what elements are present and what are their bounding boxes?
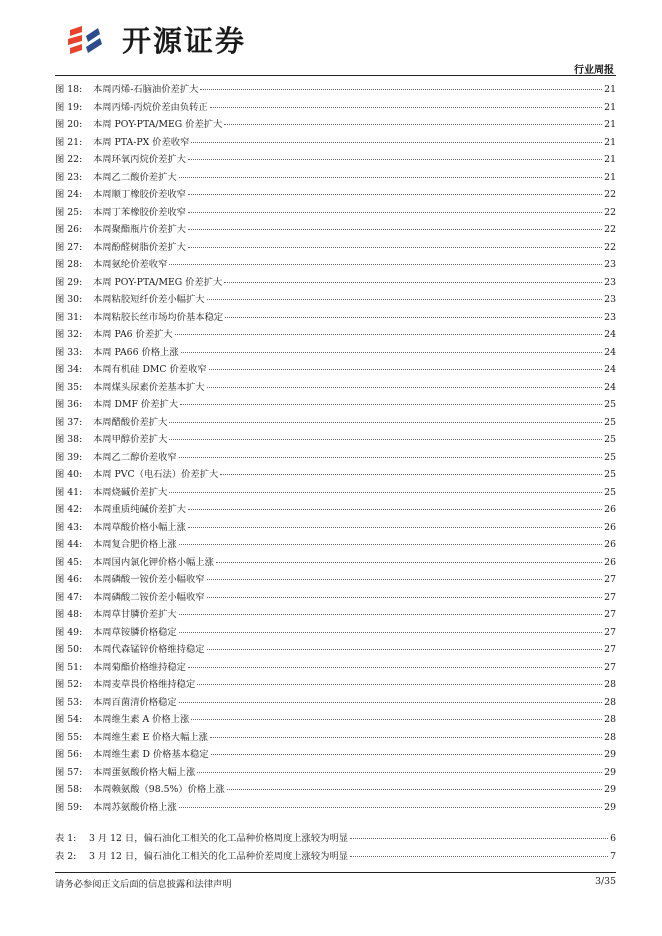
entry-title: 3 月 12 日，偏石油化工相关的化工品种价格周度上涨较为明显 — [89, 833, 349, 844]
figure-toc-entry[interactable] — [55, 781, 616, 799]
entry-number: 图 35: — [55, 381, 83, 393]
dot-leader — [179, 702, 602, 703]
dot-leader — [188, 667, 602, 668]
figure-toc-entry[interactable] — [55, 694, 616, 712]
entry-page: 27 — [604, 609, 616, 620]
entry-page: 29 — [604, 766, 616, 778]
entry-title: 本周 DMF 价差扩大 — [93, 399, 179, 410]
figure-toc-entry[interactable] — [55, 659, 616, 677]
entry-page: 29 — [604, 784, 616, 795]
entry-number: 图 39: — [55, 451, 83, 463]
figure-toc-entry[interactable] — [55, 729, 616, 747]
figure-toc-entry[interactable] — [55, 309, 616, 327]
entry-number: 图 21: — [55, 136, 83, 148]
entry-title: 本周 PTA-PX 价差收窄 — [93, 136, 190, 148]
entry-number: 图 41: — [55, 486, 83, 498]
entry-page: 23 — [604, 294, 616, 305]
figure-toc-entry[interactable] — [55, 274, 616, 292]
company-name: 开源证券 — [122, 24, 247, 58]
entry-page: 25 — [604, 434, 616, 445]
entry-number: 图 43: — [55, 521, 83, 533]
entry-title: 本周酚醛树脂价差扩大 — [93, 241, 186, 253]
entry-number: 图 27: — [55, 241, 83, 253]
entry-title: 本周丙烯-石脑油价差扩大 — [93, 84, 199, 95]
dot-leader — [188, 159, 602, 160]
entry-page: 27 — [604, 626, 616, 638]
entry-page: 21 — [604, 84, 616, 95]
entry-title: 本周煤头尿素价差基本扩大 — [93, 381, 205, 393]
dot-leader — [169, 264, 602, 265]
entry-title: 本周百菌清价格稳定 — [93, 696, 177, 708]
entry-page: 22 — [604, 189, 616, 200]
figure-toc-entry[interactable] — [55, 291, 616, 309]
entry-title: 本周烧碱价差扩大 — [93, 486, 168, 498]
entry-number: 图 18: — [55, 84, 83, 95]
entry-page: 27 — [604, 644, 616, 655]
entry-title: 本周 POY-PTA/MEG 价差扩大 — [93, 119, 223, 130]
entry-page: 26 — [604, 556, 616, 568]
entry-title: 本周聚酯瓶片价差扩大 — [93, 224, 186, 235]
entry-number: 图 51: — [55, 661, 83, 673]
entry-number: 图 55: — [55, 731, 83, 743]
entry-title: 本周维生素 E 价格大幅上涨 — [93, 731, 208, 743]
dot-leader — [191, 719, 602, 720]
entry-number: 图 40: — [55, 469, 83, 480]
entry-page: 28 — [604, 679, 616, 690]
entry-number: 图 54: — [55, 714, 83, 725]
entry-number: 图 19: — [55, 101, 83, 113]
logo-mark-icon — [66, 22, 114, 60]
figure-toc-entry[interactable] — [55, 431, 616, 449]
entry-title: 本周草铵膦价格稳定 — [93, 626, 177, 638]
entry-page: 23 — [604, 311, 616, 323]
figure-toc-entry[interactable] — [55, 606, 616, 624]
figure-toc-entry[interactable] — [55, 746, 616, 764]
figure-toc-entry[interactable] — [55, 221, 616, 239]
dot-leader — [188, 194, 602, 195]
entry-title: 本周菊酯价格维持稳定 — [93, 661, 186, 673]
entry-number: 图 58: — [55, 784, 83, 795]
entry-title: 本周粘胶长丝市场均价基本稳定 — [93, 311, 224, 323]
figure-toc-entry[interactable] — [55, 361, 616, 379]
entry-number: 图 22: — [55, 154, 83, 165]
entry-number: 图 20: — [55, 119, 83, 130]
figure-toc-entry[interactable] — [55, 519, 616, 537]
entry-page: 23 — [604, 276, 616, 288]
entry-title: 本周苏氨酸价格上涨 — [93, 801, 177, 813]
dot-leader — [169, 439, 602, 440]
entry-number: 图 49: — [55, 626, 83, 638]
dot-leader — [350, 838, 608, 839]
dot-leader — [207, 299, 603, 300]
entry-title: 本周 PA66 价格上涨 — [93, 346, 179, 358]
entry-page: 27 — [604, 591, 616, 603]
figure-toc-entry[interactable] — [55, 449, 616, 467]
entry-number: 图 46: — [55, 574, 83, 585]
dot-leader — [200, 89, 602, 90]
figure-toc-entry[interactable] — [55, 239, 616, 257]
entry-number: 图 44: — [55, 539, 83, 550]
entry-title: 本周重质纯碱价差扩大 — [93, 504, 186, 515]
figure-toc-entry[interactable] — [55, 81, 616, 99]
entry-number: 图 53: — [55, 696, 83, 708]
dot-leader — [169, 492, 602, 493]
figure-toc-entry[interactable] — [55, 186, 616, 204]
entry-number: 图 23: — [55, 171, 83, 183]
figure-toc-entry[interactable] — [55, 589, 616, 607]
entry-title: 本周氨纶价差收窄 — [93, 259, 168, 270]
dot-leader — [188, 509, 602, 510]
entry-title: 本周粘胶短纤价差小幅扩大 — [93, 294, 205, 305]
entry-page: 21 — [604, 154, 616, 165]
entry-title: 本周有机硅 DMC 价差收窄 — [93, 364, 207, 375]
figure-toc-entry[interactable] — [55, 169, 616, 187]
dot-leader — [179, 457, 602, 458]
entry-number: 图 28: — [55, 259, 83, 270]
entry-page: 21 — [604, 171, 616, 183]
dot-leader — [181, 352, 603, 353]
page-footer — [55, 876, 616, 890]
entry-page: 25 — [604, 416, 616, 428]
entry-title: 本周代森锰锌价格维持稳定 — [93, 644, 205, 655]
entry-page: 26 — [604, 539, 616, 550]
entry-page: 22 — [604, 224, 616, 235]
entry-page: 24 — [604, 364, 616, 375]
entry-number: 表 2: — [55, 850, 77, 862]
company-logo — [66, 22, 246, 60]
entry-number: 图 25: — [55, 206, 83, 218]
figure-toc-entry[interactable] — [55, 256, 616, 274]
dot-leader — [179, 544, 602, 545]
dot-leader — [227, 789, 602, 790]
entry-number: 图 47: — [55, 591, 83, 603]
figure-toc-entry[interactable] — [55, 536, 616, 554]
table-toc-entry[interactable] — [55, 848, 616, 866]
entry-title: 本周麦草畏价格维持稳定 — [93, 679, 196, 690]
dot-leader — [224, 124, 602, 125]
dot-leader — [210, 107, 602, 108]
entry-number: 图 29: — [55, 276, 83, 288]
entry-number: 图 57: — [55, 766, 83, 778]
footer-divider — [55, 872, 616, 873]
figure-toc-entry[interactable] — [55, 396, 616, 414]
entry-title: 3 月 12 日，偏石油化工相关的化工品种价差周度上涨较为明显 — [89, 850, 349, 862]
dot-leader — [207, 649, 603, 650]
figure-toc-entry[interactable] — [55, 711, 616, 729]
dot-leader — [209, 369, 602, 370]
entry-page: 28 — [604, 714, 616, 725]
entry-number: 图 59: — [55, 801, 83, 813]
entry-title: 本周蛋氨酸价格大幅上涨 — [93, 766, 196, 778]
figure-toc-entry[interactable] — [55, 116, 616, 134]
entry-page: 24 — [604, 381, 616, 393]
disclaimer-text: 请务必参阅正文后面的信息披露和法律声明 — [55, 879, 232, 890]
entry-page: 27 — [604, 661, 616, 673]
entry-page: 28 — [604, 731, 616, 743]
entry-page: 25 — [604, 399, 616, 410]
entry-number: 图 42: — [55, 504, 83, 515]
entry-page: 21 — [604, 101, 616, 113]
entry-title: 本周维生素 D 价格基本稳定 — [93, 749, 209, 760]
figure-toc-entry[interactable] — [55, 414, 616, 432]
entry-number: 图 52: — [55, 679, 83, 690]
dot-leader — [188, 247, 602, 248]
entry-page: 26 — [604, 521, 616, 533]
entry-title: 本周顺丁橡胶价差收窄 — [93, 189, 186, 200]
entry-page: 29 — [604, 801, 616, 813]
entry-number: 图 56: — [55, 749, 83, 760]
dot-leader — [179, 177, 602, 178]
entry-title: 本周丁苯橡胶价差收窄 — [93, 206, 186, 218]
dot-leader — [188, 527, 602, 528]
entry-page: 22 — [604, 206, 616, 218]
entry-page: 23 — [604, 259, 616, 270]
header-divider — [55, 75, 616, 76]
entry-title: 本周磷酸一铵价差小幅收窄 — [93, 574, 205, 585]
figure-toc-entry[interactable] — [55, 326, 616, 344]
figure-toc-entry[interactable] — [55, 501, 616, 519]
entry-page: 7 — [610, 850, 616, 862]
figure-toc-entry[interactable] — [55, 764, 616, 782]
entry-title: 本周环氧丙烷价差扩大 — [93, 154, 186, 165]
entry-title: 本周 PA6 价差扩大 — [93, 329, 173, 340]
entry-title: 本周草酸价格小幅上涨 — [93, 521, 186, 533]
dot-leader — [350, 856, 608, 857]
entry-title: 本周乙二醇价差收窄 — [93, 451, 177, 463]
entry-number: 图 30: — [55, 294, 83, 305]
dot-leader — [175, 334, 602, 335]
entry-page: 25 — [604, 469, 616, 480]
entry-page: 6 — [610, 833, 616, 844]
entry-number: 图 31: — [55, 311, 83, 323]
figure-toc-entry[interactable] — [55, 379, 616, 397]
report-type: 行业周报 — [574, 65, 614, 76]
figure-toc-entry[interactable] — [55, 204, 616, 222]
entry-title: 本周国内氯化钾价格小幅上涨 — [93, 556, 214, 568]
dot-leader — [180, 404, 602, 405]
dot-leader — [216, 562, 602, 563]
figure-toc-entry[interactable] — [55, 799, 616, 817]
figure-toc-entry[interactable] — [55, 676, 616, 694]
entry-title: 本周 POY-PTA/MEG 价差扩大 — [93, 276, 223, 288]
entry-number: 图 32: — [55, 329, 83, 340]
dot-leader — [179, 807, 602, 808]
dot-leader — [188, 212, 602, 213]
figure-toc-entry[interactable] — [55, 134, 616, 152]
dot-leader — [224, 282, 602, 283]
dot-leader — [220, 474, 602, 475]
figure-list — [55, 81, 616, 816]
page-number: 3/35 — [595, 876, 616, 887]
figure-toc-entry[interactable] — [55, 641, 616, 659]
entry-title: 本周甲醇价差扩大 — [93, 434, 168, 445]
entry-page: 27 — [604, 574, 616, 585]
entry-title: 本周醋酸价差扩大 — [93, 416, 168, 428]
dot-leader — [169, 422, 602, 423]
entry-title: 本周丙烯-丙烷价差由负转正 — [93, 101, 208, 113]
entry-title: 本周 PVC（电石法）价差扩大 — [93, 469, 219, 480]
entry-number: 图 33: — [55, 346, 83, 358]
entry-page: 21 — [604, 136, 616, 148]
figure-toc-entry[interactable] — [55, 344, 616, 362]
figure-toc-entry[interactable] — [55, 571, 616, 589]
entry-title: 本周乙二酸价差扩大 — [93, 171, 177, 183]
entry-title: 本周磷酸二铵价差小幅收窄 — [93, 591, 205, 603]
entry-number: 图 45: — [55, 556, 83, 568]
dot-leader — [197, 772, 602, 773]
entry-title: 本周赖氨酸（98.5%）价格上涨 — [93, 784, 225, 795]
entry-title: 本周复合肥价格上涨 — [93, 539, 177, 550]
dot-leader — [179, 632, 602, 633]
entry-number: 图 38: — [55, 434, 83, 445]
entry-number: 图 48: — [55, 609, 83, 620]
dot-leader — [188, 229, 602, 230]
dot-leader — [207, 579, 603, 580]
figure-toc-entry[interactable] — [55, 466, 616, 484]
entry-page: 28 — [604, 696, 616, 708]
figure-toc-entry[interactable] — [55, 99, 616, 117]
table-list — [55, 830, 616, 865]
entry-number: 图 50: — [55, 644, 83, 655]
dot-leader — [225, 317, 602, 318]
dot-leader — [197, 684, 602, 685]
dot-leader — [179, 614, 602, 615]
entry-number: 图 34: — [55, 364, 83, 375]
entry-number: 表 1: — [55, 833, 77, 844]
dot-leader — [207, 387, 603, 388]
entry-page: 24 — [604, 346, 616, 358]
dot-leader — [211, 754, 603, 755]
dot-leader — [207, 597, 603, 598]
entry-number: 图 36: — [55, 399, 83, 410]
figure-toc-entry[interactable] — [55, 554, 616, 572]
figure-toc-entry[interactable] — [55, 484, 616, 502]
entry-title: 本周草甘膦价差扩大 — [93, 609, 177, 620]
entry-page: 25 — [604, 451, 616, 463]
entry-page: 26 — [604, 504, 616, 515]
entry-title: 本周维生素 A 价格上涨 — [93, 714, 190, 725]
dot-leader — [191, 142, 602, 143]
table-toc-entry[interactable] — [55, 830, 616, 848]
dot-leader — [210, 737, 602, 738]
entry-number: 图 37: — [55, 416, 83, 428]
entry-number: 图 24: — [55, 189, 83, 200]
entry-number: 图 26: — [55, 224, 83, 235]
entry-page: 21 — [604, 119, 616, 130]
figure-toc-entry[interactable] — [55, 151, 616, 169]
entry-page: 29 — [604, 749, 616, 760]
entry-page: 25 — [604, 486, 616, 498]
figure-toc-entry[interactable] — [55, 624, 616, 642]
entry-page: 22 — [604, 241, 616, 253]
entry-page: 24 — [604, 329, 616, 340]
